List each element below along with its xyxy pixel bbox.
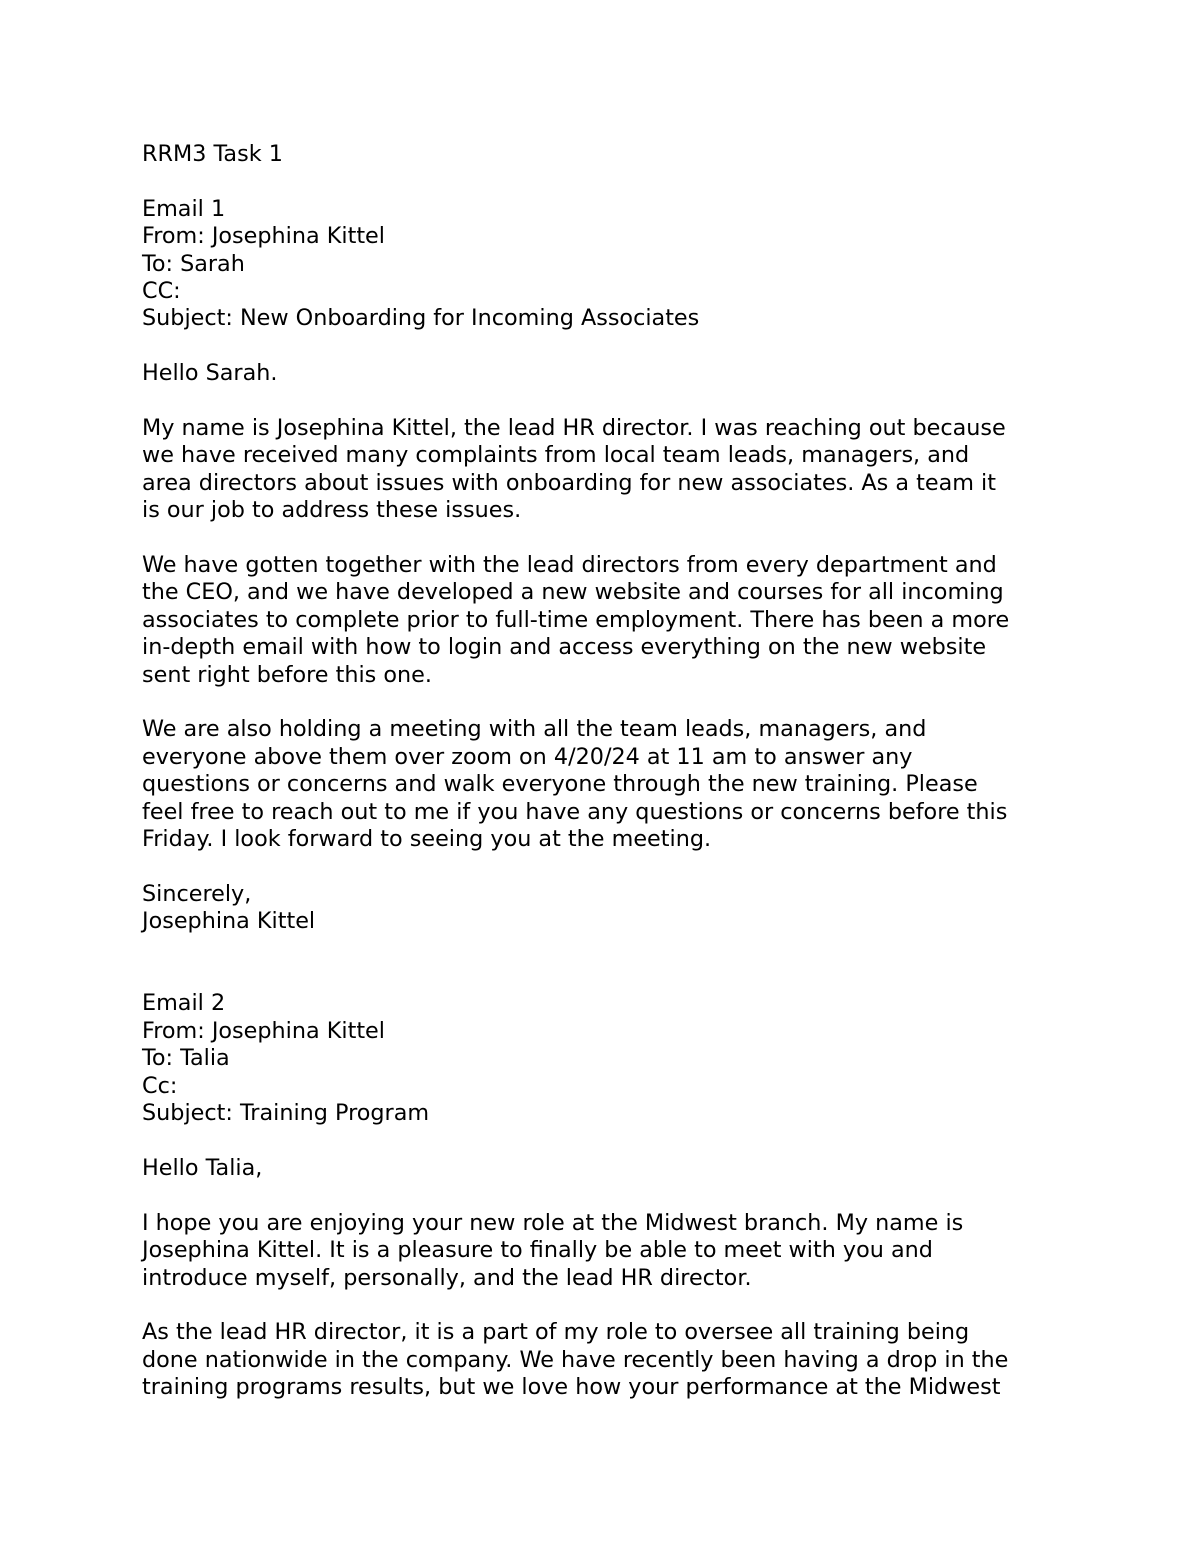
email-paragraph: [142, 1319, 1072, 1401]
email-paragraph: [142, 552, 1072, 689]
email-to: To: Talia: [142, 1045, 230, 1072]
spacer: [142, 525, 1072, 552]
email-paragraph: [142, 1210, 1072, 1292]
paragraph-line: everyone above them over zoom on 4/20/24 at 11 am to answer any: [142, 743, 913, 770]
email-cc: CC:: [142, 278, 181, 305]
email-signature: Josephina Kittel: [142, 908, 316, 935]
paragraph-line: Friday. I look forward to seeing you at the meeting.: [142, 826, 712, 853]
spacer: [142, 168, 1072, 195]
paragraph-line: introduce myself, personally, and the lead HR director.: [142, 1264, 752, 1291]
spacer: [142, 1292, 1072, 1319]
email-closing: Sincerely,: [142, 880, 252, 907]
email-2: [142, 990, 1072, 1401]
email-greeting: Hello Talia,: [142, 1154, 263, 1181]
email-to: To: Sarah: [142, 250, 245, 277]
spacer: [142, 1128, 1072, 1155]
email-label: Email 1: [142, 195, 226, 222]
email-subject: Subject: New Onboarding for Incoming Associates: [142, 305, 700, 332]
paragraph-line: we have received many complaints from local team leads, managers, and: [142, 442, 970, 469]
email-paragraph: [142, 415, 1072, 525]
email-1: [142, 196, 1072, 936]
paragraph-line: associates to complete prior to full-time employment. There has been a more: [142, 606, 1010, 633]
paragraph-line: training programs results, but we love how your performance at the Midwest: [142, 1374, 1001, 1401]
spacer: [142, 689, 1072, 716]
spacer: [142, 853, 1072, 880]
email-cc: Cc:: [142, 1072, 178, 1099]
email-label: Email 2: [142, 990, 226, 1017]
paragraph-line: As the lead HR director, it is a part of my role to oversee all training being: [142, 1319, 970, 1346]
email-paragraph: [142, 716, 1072, 853]
spacer: [142, 1182, 1072, 1209]
paragraph-line: done nationwide in the company. We have recently been having a drop in the: [142, 1346, 1009, 1373]
paragraph-line: My name is Josephina Kittel, the lead HR director. I was reaching out because: [142, 415, 1006, 442]
spacer: [142, 963, 1072, 990]
spacer: [142, 388, 1072, 415]
spacer: [142, 936, 1072, 963]
paragraph-line: sent right before this one.: [142, 661, 432, 688]
email-subject: Subject: Training Program: [142, 1100, 430, 1127]
paragraph-line: questions or concerns and walk everyone through the new training. Please: [142, 771, 978, 798]
email-from: From: Josephina Kittel: [142, 1017, 385, 1044]
spacer: [142, 333, 1072, 360]
email-greeting: Hello Sarah.: [142, 360, 278, 387]
paragraph-line: is our job to address these issues.: [142, 497, 522, 524]
document-title: RRM3 Task 1: [142, 141, 283, 167]
paragraph-line: I hope you are enjoying your new role at the Midwest branch. My name is: [142, 1209, 964, 1236]
email-from: From: Josephina Kittel: [142, 223, 385, 250]
paragraph-line: the CEO, and we have developed a new website and courses for all incoming: [142, 579, 1004, 606]
paragraph-line: We have gotten together with the lead directors from every department and: [142, 552, 997, 579]
paragraph-line: in-depth email with how to login and access everything on the new website: [142, 634, 987, 661]
paragraph-line: area directors about issues with onboarding for new associates. As a team it: [142, 469, 996, 496]
paragraph-line: feel free to reach out to me if you have any questions or concerns before this: [142, 798, 1008, 825]
document-body: [142, 141, 1072, 1402]
paragraph-line: Josephina Kittel. It is a pleasure to finally be able to meet with you and: [142, 1237, 933, 1264]
paragraph-line: We are also holding a meeting with all the team leads, managers, and: [142, 716, 927, 743]
